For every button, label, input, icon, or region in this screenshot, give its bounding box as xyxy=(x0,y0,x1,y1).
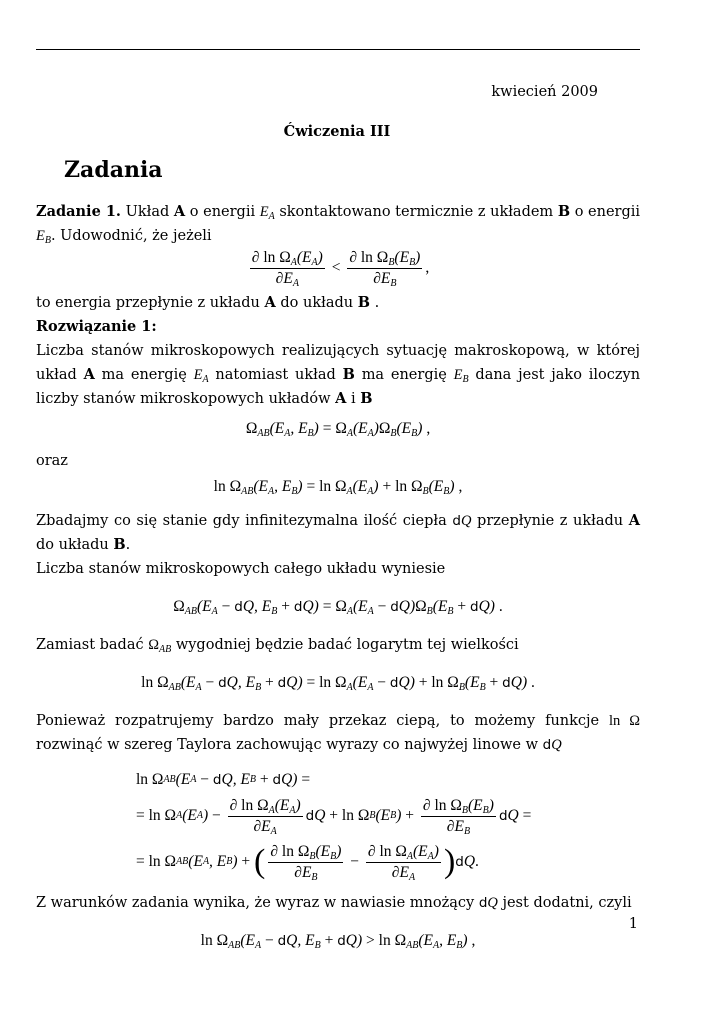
equation-condition: $\frac{\partial \ln \Omega_A(E_A)}{\partial E_A}$ < $\frac{\partial \ln \Omega_B(E_B)}{\partial E_B}$ , xyxy=(251,249,430,289)
equation-product: $\Omega_{AB}(E_A$, $E_B) = \Omega_A(E_A)\Omega_B(E_B)$ , xyxy=(245,420,431,439)
solution-paragraph-2: Zbadajmy co się stanie gdy infinitezymalna ilość ciepła dQ przepłynie z układu A do układu B. Liczba stanów mikroskopowych całego układu wyniesie xyxy=(36,512,641,577)
header-rule xyxy=(36,49,640,50)
solution-label: Rozwiązanie 1: xyxy=(36,318,157,335)
section-title: Zadania xyxy=(64,157,163,183)
task-conclusion: to energia przepłynie z układu A do układu B . xyxy=(36,294,380,311)
date: kwiecień 2009 xyxy=(491,84,598,100)
page-number: 1 xyxy=(628,916,638,932)
equation-heat-transfer: $\Omega_{AB}(E_A$ − dQ, $E_B + dQ) = \Omega_A(E_A - dQ)\Omega_B(E_B + dQ)$ . xyxy=(173,598,503,617)
equation-log-sum: $\ln \Omega_{AB}(E_A$, $E_B) = \ln \Omega_A(E_A) + \ln \Omega_B(E_B)$ , xyxy=(213,478,463,497)
equation-taylor: ln Ω AB (E A − d Q, E B + d Q) = = ln Ω A (E A ) − $\frac{\partial \ln \Omega_A(E_A)}{\partial E_A}$ d Q + ln Ω B (E B ) + $\frac{\partial \ln \Omega_B(E_B)}{\partial E_B}$ d Q = = ln Ω AB (E A , E B ) + ( $\frac{\partial \ln \Omega_B(E_B)}{\partial E_B}$ − $\frac{\partial \ln \Omega_A(E_A)}{\partial E_A}$ ) d Q . xyxy=(136,771,532,883)
equation-log-heat: $\ln \Omega_{AB}(E_A$ − dQ, $E_B + dQ) = \ln \Omega_A(E_A - dQ) + \ln \Omega_B(E_B + dQ)$ . xyxy=(141,674,535,693)
solution-paragraph-3: Zamiast badać $\Omega_{AB}$ wygodniej będzie badać logarytm tej wielkości xyxy=(36,637,519,655)
task-statement: Zadanie 1. Układ A o energii $E_A$ skontaktowano termicznie z układem B o energii $E_B$. Udowodnić, że jeżeli xyxy=(36,203,641,246)
solution-paragraph-1: Liczba stanów mikroskopowych realizujących sytuację makroskopową, w której układ A ma energię $E_A$ natomiast układ B ma energię $E_B$ dana jest jako iloczyn liczby stanów mikroskopowych układów A i B xyxy=(36,343,641,407)
solution-paragraph-5: Z warunków zadania wynika, że wyraz w nawiasie mnożący dQ jest dodatni, czyli xyxy=(36,895,632,911)
oraz-text: oraz xyxy=(36,453,68,469)
equation-inequality: $\ln \Omega_{AB}(E_A$ − dQ, $E_B + dQ) > \ln \Omega_{AB}(E_A$, $E_B$) , xyxy=(200,932,476,951)
solution-paragraph-4: Ponieważ rozpatrujemy bardzo mały przekaz ciepą, to możemy funkcje ln Ω rozwinąć w szereg Taylora zachowując wyrazy co najwyżej linowe w dQ xyxy=(36,713,640,753)
exercise-title: Ćwiczenia III xyxy=(283,123,391,140)
document-body xyxy=(36,200,640,953)
